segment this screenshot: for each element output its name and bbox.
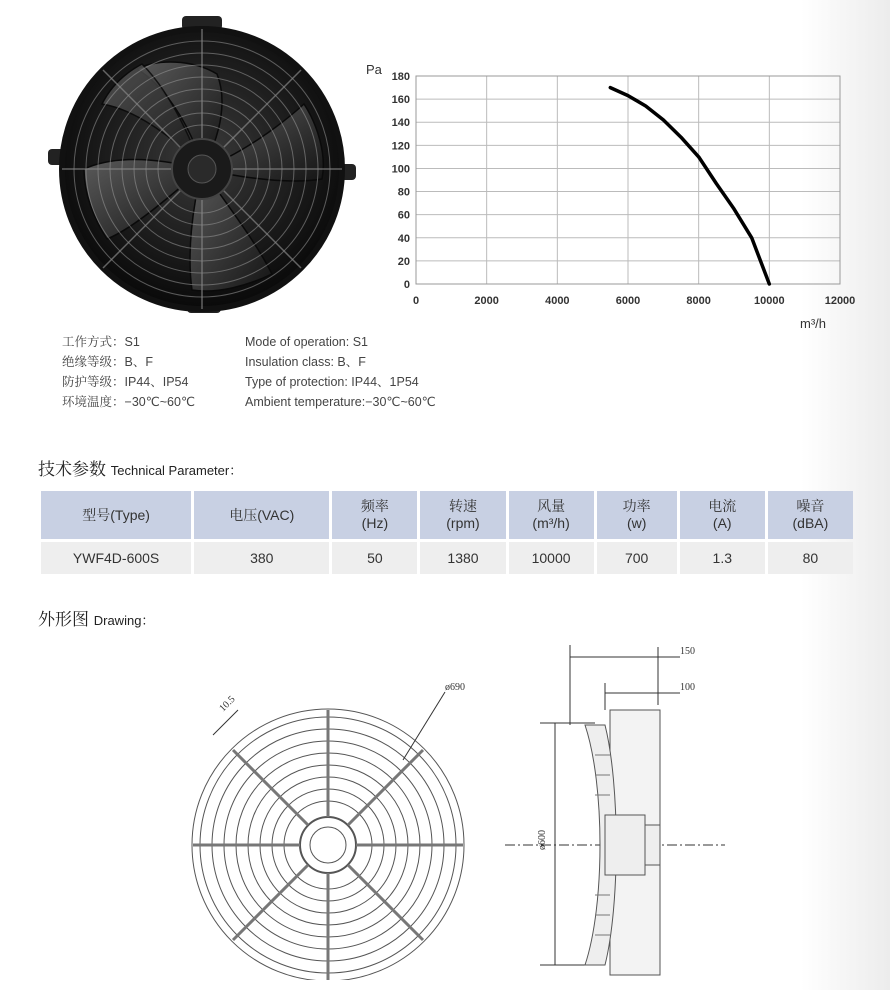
x-tick-label: 2000 [474, 295, 499, 307]
y-tick-label: 20 [397, 255, 410, 268]
technical-parameter-table [38, 488, 856, 577]
cell-power: 700 [597, 542, 677, 574]
y-tick-label: 140 [391, 117, 410, 130]
drawing-title: 外形图 Drawing： [38, 610, 155, 629]
cell-voltage: 380 [194, 542, 329, 574]
header-current: 电流 (A) [680, 491, 765, 539]
cell-current: 1.3 [680, 542, 765, 574]
table-row [41, 542, 853, 574]
y-tick-label: 60 [397, 209, 410, 222]
spec-item: Ambient temperature:−30℃~60℃ [245, 395, 436, 409]
spec-item: 工作方式：S1 [62, 335, 140, 349]
y-tick-label: 120 [391, 140, 410, 153]
cell-airflow: 10000 [509, 542, 594, 574]
spec-list-chinese [62, 332, 195, 412]
header-speed: 转速 (rpm) [420, 491, 505, 539]
header-airflow: 风量 (m³/h) [509, 491, 594, 539]
technical-parameter-title: 技术参数 Technical Parameter： [38, 460, 243, 479]
dimension-frame-depth: 100 [680, 682, 695, 693]
chart-grid [416, 76, 840, 284]
cell-type: YWF4D-600S [41, 542, 191, 574]
x-tick-label: 12000 [824, 295, 856, 307]
y-tick-label: 100 [391, 163, 410, 176]
performance-curve-chart [360, 58, 860, 338]
spec-item: Type of protection: IP44、1P54 [245, 375, 419, 389]
fan-product-photo [42, 14, 362, 324]
spec-item: 防护等级：IP44、IP54 [62, 375, 189, 389]
header-power: 功率 (w) [597, 491, 677, 539]
x-tick-label: 10000 [754, 295, 785, 307]
y-tick-label: 80 [397, 186, 410, 199]
dimension-bolt: 10.5 [217, 693, 238, 715]
spec-item: Mode of operation: S1 [245, 335, 368, 349]
dimension-outer-diameter: ø690 [445, 682, 465, 693]
header-voltage: 电压(VAC) [194, 491, 329, 539]
spec-item: 绝缘等级：B、F [62, 355, 153, 369]
x-tick-label: 8000 [686, 295, 711, 307]
header-frequency: 频率 (Hz) [332, 491, 417, 539]
side-view-drawing [495, 635, 730, 985]
x-tick-label: 0 [412, 295, 420, 307]
cell-speed: 1380 [420, 542, 505, 574]
y-tick-label: 0 [403, 279, 410, 291]
header-type: 型号(Type) [41, 491, 191, 539]
table-header-row [41, 491, 853, 539]
y-tick-label: 160 [391, 94, 410, 107]
y-tick-label: 180 [391, 71, 410, 83]
x-axis-ticks [413, 295, 855, 307]
front-view-drawing [183, 680, 473, 980]
y-tick-label: 40 [397, 232, 410, 245]
header-noise: 噪音 (dBA) [768, 491, 853, 539]
spec-item: Insulation class: B、F [245, 355, 366, 369]
spec-list-english [245, 332, 436, 412]
spec-item: 环境温度：−30℃~60℃ [62, 395, 195, 409]
x-axis-label: m³/h [800, 316, 826, 331]
pressure-flow-curve [610, 88, 769, 284]
x-tick-label: 4000 [545, 295, 570, 307]
dimension-total-depth: 150 [680, 646, 695, 657]
cell-noise: 80 [768, 542, 853, 574]
y-axis-ticks [392, 71, 410, 291]
dimension-blade-diameter: ø600 [537, 830, 548, 850]
x-tick-label: 6000 [615, 295, 641, 307]
cell-frequency: 50 [332, 542, 417, 574]
y-axis-label: Pa [366, 62, 382, 77]
